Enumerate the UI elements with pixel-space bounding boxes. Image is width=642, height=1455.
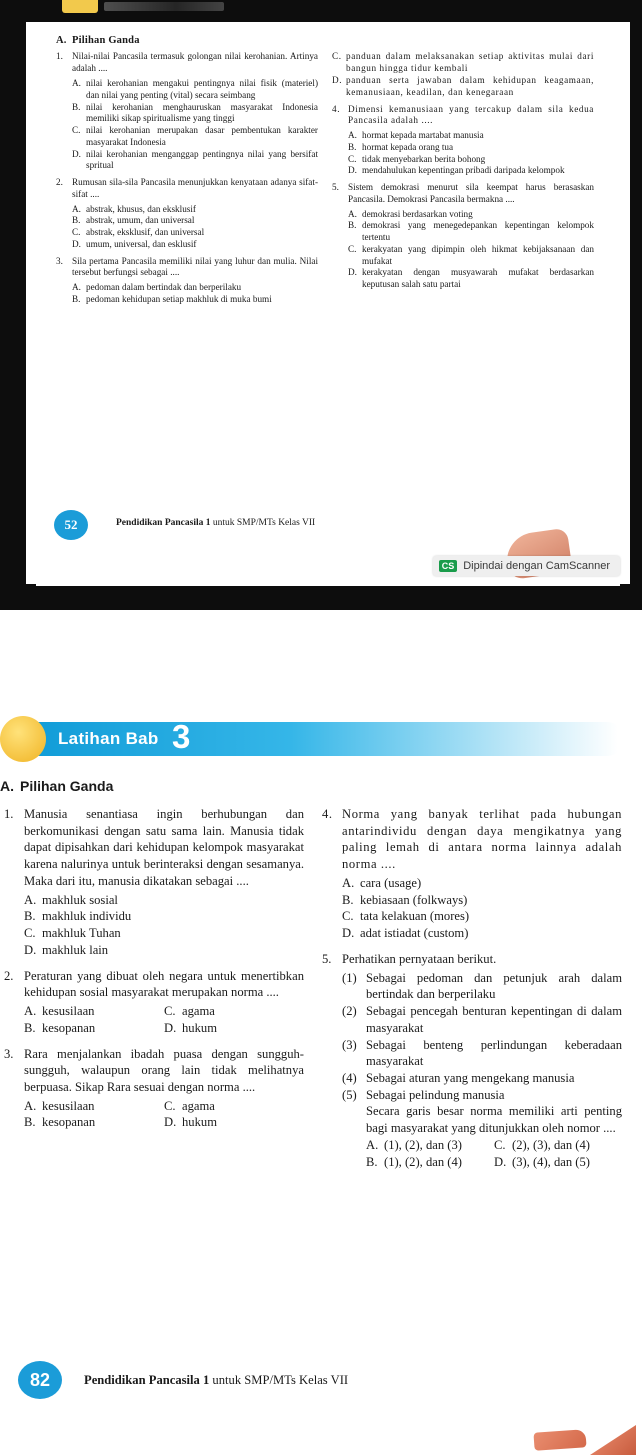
- option-letter: C.: [342, 909, 354, 924]
- option-item: [72, 125, 318, 149]
- footer-book-subtitle: untuk SMP/MTs Kelas VII: [210, 518, 316, 528]
- question-number: 3.: [56, 255, 63, 266]
- option-item: [24, 1003, 164, 1020]
- option-row: [24, 1098, 304, 1115]
- option-item: [348, 165, 594, 177]
- option-letter: D.: [164, 1020, 177, 1035]
- option-text: makhluk sosial: [42, 892, 118, 907]
- option-letter: C.: [332, 51, 342, 62]
- question-text: Rara menjalankan ibadah puasa dengan sungguh-sungguh, walaupun orang lain tidak melihatnya berpuasa. Sikap Rara sesuai dengan norma ....: [24, 1046, 304, 1095]
- option-text: abstrak, umum, dan universal: [86, 215, 195, 226]
- option-item: [72, 204, 318, 216]
- statement-item: [342, 1003, 622, 1036]
- scan-right-column: [332, 51, 594, 305]
- option-letter: C.: [72, 227, 81, 238]
- option-letter: C.: [164, 1098, 176, 1113]
- page-footer: [36, 510, 596, 544]
- option-letter: B.: [24, 1115, 36, 1130]
- option-text: (3), (4), dan (5): [512, 1154, 590, 1169]
- question-number: 4.: [322, 807, 333, 821]
- page-corner-artifact: [533, 1429, 586, 1451]
- question-number: 1.: [56, 51, 63, 62]
- statement-number: (4): [342, 1071, 357, 1086]
- option-item: [164, 1114, 304, 1131]
- option-text: makhluk individu: [42, 909, 132, 924]
- option-item: [164, 1098, 304, 1115]
- footer-book-title: Pendidikan Pancasila 1: [84, 1373, 210, 1387]
- option-letter: A.: [24, 892, 37, 907]
- question-text: Peraturan yang dibuat oleh negara untuk menertibkan kehidupan sosial masyarakat merupakan norma ....: [24, 968, 304, 1000]
- scan-left-column: [56, 51, 318, 305]
- camscanner-logo-icon: CS: [439, 560, 458, 572]
- option-item: [24, 925, 304, 942]
- option-text: kesopanan: [42, 1020, 96, 1035]
- scan-bottom-edge: [0, 584, 642, 610]
- statement-number: (3): [342, 1037, 357, 1052]
- option-letter: D.: [348, 267, 357, 278]
- banner-label: Latihan Bab: [58, 729, 159, 748]
- statement-text: Sebagai aturan yang mengekang manusia: [366, 1071, 575, 1086]
- option-text: nilai kerohanian menghauruskan masyarakat Indonesia memiliki sikap spiritualisme yang tinggi: [86, 101, 318, 124]
- question-item: [332, 182, 594, 206]
- option-text: tidak menyebarkan berita bohong: [362, 153, 486, 164]
- option-text: pedoman kehidupan setiap makhluk di muka bumi: [86, 293, 272, 304]
- option-letter: A.: [72, 282, 81, 293]
- footer-book-title: Pendidikan Pancasila 1: [116, 518, 211, 528]
- option-letter: A.: [348, 208, 357, 219]
- question-item: [322, 951, 622, 968]
- page-corner-fold: [590, 1425, 636, 1455]
- option-row: [366, 1154, 622, 1171]
- statement-item: [342, 1037, 622, 1070]
- option-text: tata kelakuan (mores): [360, 909, 470, 924]
- option-item: [72, 227, 318, 239]
- option-text: panduan dalam melaksanakan setiap aktivitas mulai dari bangun hingga tidur kembali: [346, 51, 594, 74]
- question-number: 4.: [332, 103, 341, 114]
- option-letter: C.: [164, 1004, 176, 1019]
- option-text: kerakyatan yang dipimpin oleh hikmat kebijaksanaan dan mufakat: [362, 243, 594, 266]
- option-item: [24, 908, 304, 925]
- option-item: [72, 215, 318, 227]
- option-letter: A.: [348, 130, 357, 141]
- statement-text: Sebagai pedoman dan petunjuk arah dalam bertindak dan berperilaku: [366, 970, 622, 1002]
- option-text: cara (usage): [360, 875, 422, 890]
- question-number: 1.: [4, 807, 14, 821]
- question-item: [4, 806, 304, 890]
- statement-number: (2): [342, 1004, 357, 1019]
- question-text: Sila pertama Pancasila memiliki nilai yang luhur dan mulia. Nilai tersebut berfungsi sebagai ....: [72, 255, 318, 278]
- option-text: kesusilaan: [42, 1004, 95, 1019]
- option-text: demokrasi yang menegedepankan kepentingan kelompok tertentu: [362, 220, 594, 243]
- page-number-badge: 52: [54, 510, 88, 540]
- page-footer: [0, 1361, 642, 1399]
- camscanner-watermark: [433, 556, 620, 576]
- option-item: [332, 75, 594, 99]
- option-text: agama: [182, 1098, 215, 1113]
- option-text: mendahulukan kepentingan pribadi daripada kelompok: [362, 165, 565, 176]
- option-letter: B.: [72, 215, 81, 226]
- banner-chapter-number: 3: [172, 718, 191, 755]
- option-text: demokrasi berdasarkan voting: [362, 208, 473, 219]
- page-82: [0, 698, 642, 1455]
- option-letter: C.: [24, 926, 36, 941]
- option-item: [366, 1154, 494, 1171]
- option-item: [342, 908, 622, 925]
- option-letter: B.: [24, 1020, 36, 1035]
- option-text: hormat kepada martabat manusia: [362, 130, 484, 141]
- footer-book-subtitle: untuk SMP/MTs Kelas VII: [209, 1373, 349, 1387]
- two-column-layout: [0, 806, 642, 1170]
- statement-text: Sebagai benteng perlindungan keberadaan masyarakat: [366, 1037, 622, 1069]
- section-label: A.: [0, 778, 14, 794]
- option-item: [164, 1020, 304, 1037]
- statement-text: Sebagai pelindung manusia: [366, 1087, 505, 1102]
- option-text: kesopanan: [42, 1115, 96, 1130]
- question-item: [4, 968, 304, 1001]
- option-letter: D.: [72, 238, 81, 249]
- page2-right-column: [322, 806, 622, 1170]
- option-item: [72, 78, 318, 102]
- question-text: Sistem demokrasi menurut sila keempat harus berasaskan Pancasila. Demokrasi Pancasila bermakna ....: [348, 182, 594, 204]
- question-text: Dimensi kemanusiaan yang tercakup dalam sila kedua Pancasila adalah ....: [348, 103, 594, 126]
- option-text: adat istiadat (custom): [360, 926, 469, 941]
- option-text: kerakyatan dengan musyawarah mufakat berdasarkan keputusan salah satu partai: [362, 267, 594, 290]
- footer-text: [116, 518, 315, 528]
- question-number: 2.: [56, 177, 63, 188]
- option-item: [332, 51, 594, 75]
- option-text: umum, universal, dan esklusif: [86, 238, 197, 249]
- option-text: (1), (2), dan (4): [384, 1154, 462, 1169]
- option-item: [342, 892, 622, 909]
- option-letter: C.: [72, 125, 81, 136]
- option-item: [348, 154, 594, 166]
- section-title: Pilihan Ganda: [72, 35, 140, 46]
- option-item: [72, 239, 318, 251]
- question-text: Perhatikan pernyataan berikut.: [342, 951, 497, 966]
- option-text: abstrak, khusus, dan eksklusif: [86, 203, 196, 214]
- question-text: Rumusan sila-sila Pancasila menunjukkan kenyataan adanya sifat-sifat ....: [72, 177, 318, 199]
- question-text: Manusia senantiasa ingin berhubungan dan berkomunikasi dengan satu sama lain. Manusia tidak dapat dipisahkan dari kehidupan kelompok masyarakat karena nalurinya untuk berinteraksi dengan sesamanya. Maka dari itu, manusia dikatakan sebagai ....: [24, 807, 304, 888]
- closing-text: Secara garis besar norma memiliki arti penting bagi masyarakat yang ditunjukkan oleh nomor ....: [366, 1104, 622, 1136]
- option-item: [24, 1020, 164, 1037]
- option-item: [348, 220, 594, 244]
- option-item: [348, 209, 594, 221]
- option-letter: C.: [348, 243, 357, 254]
- option-item: [348, 267, 594, 291]
- option-text: kesusilaan: [42, 1098, 95, 1113]
- option-letter: A.: [72, 77, 81, 88]
- option-text: makhluk lain: [42, 942, 109, 957]
- option-text: kebiasaan (folkways): [360, 892, 468, 907]
- option-letter: B.: [72, 101, 81, 112]
- option-letter: D.: [348, 165, 357, 176]
- option-text: nilai kerohanian menganggap pentingnya nilai yang bersifat spritual: [86, 148, 318, 171]
- option-text: panduan serta jawaban dalam kehidupan keagamaan, kemanusiaan, keadilan, dan kenegaraan: [346, 74, 594, 97]
- option-letter: B.: [342, 892, 354, 907]
- option-letter: C.: [494, 1137, 506, 1152]
- option-item: [348, 244, 594, 268]
- option-letter: D.: [164, 1115, 177, 1130]
- statement-item: [342, 970, 622, 1003]
- option-row: [24, 1020, 304, 1037]
- question-number: 5.: [332, 182, 339, 193]
- option-item: [494, 1154, 622, 1171]
- option-letter: B.: [72, 293, 81, 304]
- option-letter: D.: [332, 74, 343, 85]
- question-number: 3.: [4, 1046, 14, 1061]
- option-letter: B.: [366, 1154, 378, 1169]
- option-item: [348, 130, 594, 142]
- option-letter: B.: [348, 141, 357, 152]
- option-letter: D.: [494, 1154, 507, 1169]
- option-text: (2), (3), dan (4): [512, 1137, 590, 1152]
- option-text: nilai kerohanian merupakan dasar pembentukan karakter masyarakat Indonesia: [86, 125, 318, 147]
- question-text: Norma yang banyak terlihat pada hubungan antarindividu dengan daya mengikatnya yang paling lemah di antara norma lainnya adalah norma ....: [342, 807, 622, 872]
- option-item: [72, 294, 318, 306]
- question-item: [56, 256, 318, 280]
- option-text: hukum: [182, 1115, 217, 1130]
- option-letter: D.: [24, 942, 37, 957]
- option-letter: A.: [342, 875, 355, 890]
- scan-left-edge: [0, 22, 26, 610]
- page2-left-column: [4, 806, 304, 1170]
- option-letter: D.: [72, 148, 81, 159]
- option-item: [494, 1137, 622, 1154]
- statement-item: [342, 1070, 622, 1087]
- question-number: 5.: [322, 951, 332, 966]
- option-letter: A.: [72, 203, 81, 214]
- section-heading: [0, 778, 642, 794]
- option-item: [348, 142, 594, 154]
- question-number: 2.: [4, 968, 14, 983]
- option-item: [342, 925, 622, 942]
- option-item: [72, 102, 318, 126]
- option-item: [72, 282, 318, 294]
- option-item: [164, 1003, 304, 1020]
- option-letter: A.: [24, 1004, 37, 1019]
- option-item: [366, 1137, 494, 1154]
- page-number-badge: 82: [18, 1361, 62, 1399]
- page-tab-marker: [62, 0, 98, 13]
- option-item: [72, 149, 318, 173]
- section-title: Pilihan Ganda: [20, 778, 114, 794]
- option-text: agama: [182, 1004, 215, 1019]
- question-text: Nilai-nilai Pancasila termasuk golongan nilai kerohanian. Artinya adalah ....: [72, 51, 318, 74]
- question-item: [332, 104, 594, 128]
- option-row: [24, 1003, 304, 1020]
- question-item: [56, 177, 318, 201]
- option-text: makhluk Tuhan: [42, 926, 121, 941]
- statement-number: (1): [342, 970, 357, 985]
- question-item: [322, 806, 622, 873]
- statement-item: [342, 1087, 622, 1104]
- question-closing: [342, 1103, 622, 1136]
- scan-artifact: [104, 2, 224, 11]
- two-column-layout: [36, 51, 620, 305]
- option-letter: C.: [348, 153, 357, 164]
- option-text: (1), (2), dan (3): [384, 1137, 462, 1152]
- option-row: [366, 1137, 622, 1154]
- option-item: [342, 875, 622, 892]
- question-item: [4, 1046, 304, 1096]
- option-letter: B.: [24, 909, 36, 924]
- option-letter: A.: [366, 1137, 379, 1152]
- scan-right-edge: [630, 22, 642, 610]
- banner-accent-circle: [0, 716, 46, 762]
- page-separator: [0, 610, 642, 698]
- closing-indent: [342, 1103, 366, 1136]
- option-item: [24, 942, 304, 959]
- option-text: hormat kepada orang tua: [362, 141, 454, 152]
- option-text: nilai kerohanian mengakui pentingnya nilai fisik (materiel) dan nilai yang penting (vital) secara seimbang: [86, 77, 318, 100]
- statement-number: (5): [342, 1087, 357, 1102]
- scan-top-edge: [0, 0, 642, 22]
- section-label: A.: [56, 35, 67, 46]
- scanned-page-52: [0, 0, 642, 610]
- footer-text: [84, 1373, 348, 1388]
- scan-content: [36, 26, 620, 586]
- option-letter: A.: [24, 1098, 37, 1113]
- statement-text: Sebagai pencegah benturan kepentingan di dalam masyarakat: [366, 1004, 622, 1035]
- option-item: [24, 892, 304, 909]
- option-letter: B.: [348, 220, 357, 231]
- option-text: abstrak, eksklusif, dan universal: [86, 227, 205, 238]
- option-text: hukum: [182, 1020, 217, 1035]
- option-letter: D.: [342, 926, 355, 941]
- option-row: [24, 1114, 304, 1131]
- option-text: pedoman dalam bertindak dan berperilaku: [86, 282, 242, 293]
- option-item: [24, 1098, 164, 1115]
- question-item: [56, 51, 318, 75]
- camscanner-text: Dipindai dengan CamScanner: [463, 560, 610, 572]
- option-item: [24, 1114, 164, 1131]
- section-heading: [56, 34, 620, 47]
